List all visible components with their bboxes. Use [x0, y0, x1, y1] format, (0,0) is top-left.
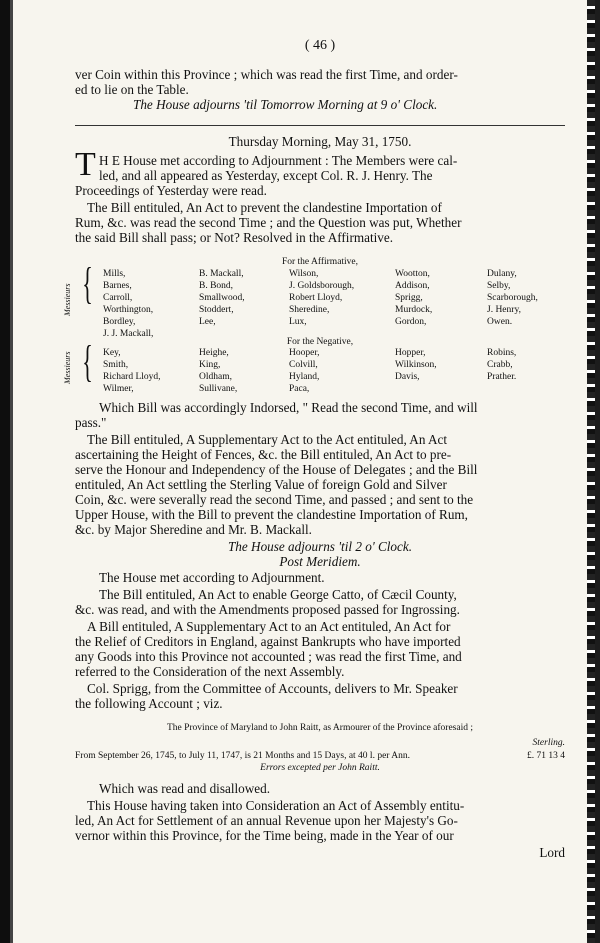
text-line: ed to lie on the Table.	[75, 82, 189, 97]
section-heading: Post Meridiem.	[279, 554, 361, 569]
affirmative-list	[75, 268, 565, 340]
text-line: the Relief of Creditors in England, against Bankrupts who have imported	[75, 634, 461, 649]
member-name: Barnes,	[103, 281, 132, 291]
member-name: Mills,	[103, 269, 126, 279]
negative-list	[75, 347, 565, 395]
text-line: vernor within this Province, for the Time being, made in the Year of our	[75, 828, 454, 843]
book-page	[10, 0, 595, 943]
account-amount: £. 71 13 4	[527, 751, 565, 761]
session-date: Thursday Morning, May 31, 1750.	[228, 134, 412, 149]
scan-left-edge	[0, 0, 10, 943]
vote-column	[199, 347, 237, 395]
member-name: Murdock,	[395, 305, 433, 315]
text-line: &c. by Major Sheredine and Mr. B. Mackall.	[75, 522, 312, 537]
page-number: ( 46 )	[304, 38, 336, 53]
vote-column	[395, 347, 437, 383]
member-name: Hyland,	[289, 372, 320, 382]
vote-column	[289, 268, 354, 328]
text-line: referred to the Consideration of the next Assembly.	[75, 664, 345, 679]
messieurs-label: Messieurs	[63, 283, 72, 316]
member-name: B. Mackall,	[199, 269, 244, 279]
text-line: &c. was read, and with the Amendments proposed passed for Ingrossing.	[75, 602, 460, 617]
vote-column	[103, 268, 153, 340]
member-name: Lux,	[289, 317, 307, 327]
text-line: The Bill entituled, A Supplementary Act to the Act entituled, An Act	[87, 432, 448, 447]
scan-right-edge	[587, 0, 595, 943]
adjournment-line: The House adjourns 'til 2 o' Clock.	[227, 539, 413, 554]
affirmative-heading: For the Affirmative,	[281, 257, 359, 267]
member-name: Sullivane,	[199, 384, 238, 394]
member-name: Owen.	[487, 317, 513, 327]
vote-column	[289, 347, 320, 395]
member-name: Heighe,	[199, 348, 229, 358]
member-name: Paca,	[289, 384, 310, 394]
member-name: Crabb,	[487, 360, 513, 370]
member-name: Key,	[103, 348, 121, 358]
member-name: Oldham,	[199, 372, 232, 382]
member-name: Wilkinson,	[395, 360, 437, 370]
text-line: pass."	[75, 415, 107, 430]
text-line: the following Account ; viz.	[75, 696, 223, 711]
brace: {	[82, 337, 93, 386]
text-line: The Bill entituled, An Act to prevent the clandestine Importation of	[87, 200, 442, 215]
vote-column	[103, 347, 161, 395]
text-line: The House met according to Adjournment.	[99, 570, 325, 585]
text-line: any Goods into this Province not accounted ; was read the first Time, and	[75, 649, 462, 664]
member-name: Sheredine,	[289, 305, 330, 315]
text-line: Rum, &c. was read the second Time ; and the Question was put, Whether	[75, 215, 462, 230]
member-name: Robins,	[487, 348, 517, 358]
member-name: Wootton,	[395, 269, 430, 279]
member-name: J. Goldsborough,	[289, 281, 355, 291]
member-name: Wilson,	[289, 269, 319, 279]
member-name: Selby,	[487, 281, 511, 291]
text-line: ver Coin within this Province ; which was read the first Time, and order-	[75, 67, 458, 82]
vote-column	[487, 268, 538, 328]
text-line: This House having taken into Consideration an Act of Assembly entitu-	[87, 798, 465, 813]
section-rule	[75, 125, 565, 126]
member-name: Carroll,	[103, 293, 133, 303]
vote-column	[395, 268, 432, 328]
member-name: Worthington,	[103, 305, 154, 315]
member-name: J. J. Mackall,	[103, 329, 154, 339]
member-name: Scarborough,	[487, 293, 538, 303]
vote-column	[199, 268, 245, 328]
negative-heading: For the Negative,	[286, 337, 354, 347]
member-name: Lee,	[199, 317, 216, 327]
text-line: Coin, &c. were severally read the second Time, and passed ; and sent to the	[75, 492, 474, 507]
member-name: Davis,	[395, 372, 420, 382]
text-line: Proceedings of Yesterday were read.	[75, 183, 267, 198]
text-line: ascertaining the Height of Fences, &c. the Bill entituled, An Act to pre-	[75, 447, 452, 462]
member-name: Addison,	[395, 281, 430, 291]
member-name: Dulany,	[487, 269, 517, 279]
messieurs-label: Messieurs	[63, 351, 72, 384]
adjournment-line: The House adjourns 'til Tomorrow Morning at 9 o' Clock.	[133, 97, 438, 112]
sterling-label: Sterling.	[532, 738, 565, 748]
member-name: King,	[199, 360, 221, 370]
member-name: Hopper,	[395, 348, 426, 358]
text-line: serve the Honour and Independency of the House of Delegates ; and the Bill	[75, 462, 478, 477]
member-name: B. Bond,	[199, 281, 234, 291]
member-name: Colvill,	[289, 360, 318, 370]
text-line: The Bill entituled, An Act to enable George Catto, of Cæcil County,	[99, 587, 457, 602]
brace: {	[82, 259, 93, 308]
text-line: Which was read and disallowed.	[99, 781, 271, 796]
account-line: From September 26, 1745, to July 11, 1747, is 21 Months and 15 Days, at 40 l. per Ann.	[75, 751, 411, 761]
member-name: Richard Lloyd,	[103, 372, 161, 382]
text-line: Which Bill was accordingly Indorsed, " Read the second Time, and will	[99, 400, 478, 415]
member-name: Wilmer,	[103, 384, 134, 394]
text-line: the said Bill shall pass; or Not? Resolved in the Affirmative.	[75, 230, 394, 245]
member-name: Sprigg,	[395, 293, 423, 303]
member-name: Robert Lloyd,	[289, 293, 343, 303]
text-line: Upper House, with the Bill to prevent the clandestine Importation of Rum,	[75, 507, 468, 522]
text-line: A Bill entituled, A Supplementary Act to an Act entituled, An Act for	[87, 619, 451, 634]
text-line: entituled, An Act settling the Sterling Value of foreign Gold and Silver	[75, 477, 447, 492]
member-name: Stoddert,	[199, 305, 234, 315]
account-title: The Province of Maryland to John Raitt, as Armourer of the Province aforesaid ;	[166, 723, 474, 733]
member-name: Prather.	[487, 372, 517, 382]
text-line: H E House met according to Adjournment : The Members were cal-	[99, 153, 458, 168]
vote-column	[487, 347, 516, 383]
catchword: Lord	[539, 845, 565, 860]
account-errors-note: Errors excepted per John Raitt.	[260, 763, 380, 773]
member-name: Hooper,	[289, 348, 320, 358]
member-name: Smith,	[103, 360, 129, 370]
drop-cap: T	[75, 146, 96, 183]
text-line: Col. Sprigg, from the Committee of Accounts, delivers to Mr. Speaker	[87, 681, 458, 696]
text-line: led, and all appeared as Yesterday, except Col. R. J. Henry. The	[99, 168, 433, 183]
member-name: Bordley,	[103, 317, 136, 327]
member-name: Smallwood,	[199, 293, 245, 303]
member-name: Gordon,	[395, 317, 427, 327]
member-name: J. Henry,	[487, 305, 521, 315]
text-line: led, An Act for Settlement of an annual Revenue upon her Majesty's Go-	[75, 813, 458, 828]
